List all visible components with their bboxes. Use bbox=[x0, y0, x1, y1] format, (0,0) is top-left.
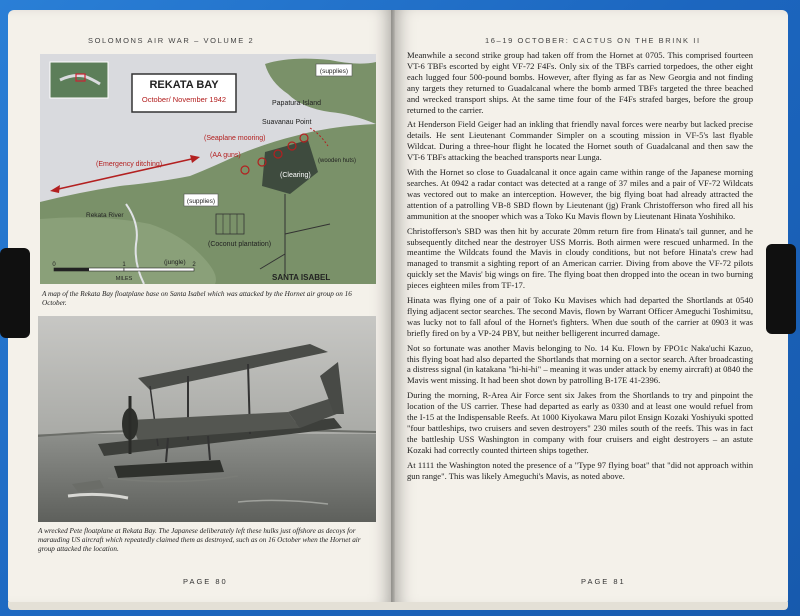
label-wooden-huts: (wooden huts) bbox=[318, 158, 357, 164]
label-papatura: Papatura Island bbox=[272, 100, 322, 107]
paragraph: Hinata was flying one of a pair of Toko Ku Mavises which had departed the Shortlands at 0540 flying adjacent sector searches. The second Mavis, flown by Warrant Officer Ameguchi Toshimitsu, was lucky not to fall afoul of the Hornet's fighters. When due south of the carrier at 0903 it was briefly fired on by a VP-24 PBY, but neither belligerent incurred damage. bbox=[407, 295, 753, 338]
paragraph: At Henderson Field Geiger had an inkling that friendly naval forces were nearby but lacked precise details. He sent Lieutenant Commander Simpler on a scouting mission in VF-5's last flyable Wildcat. During a three-hour flight he located the Hornet south of Guadalcanal and then saw the VT-6 TBFs attacking the beached transports near Lunga. bbox=[407, 119, 753, 163]
label-emergency-ditching: (Emergency ditching) bbox=[96, 161, 163, 168]
paragraph: Meanwhile a second strike group had taken off from the Hornet at 0705. This comprised fourteen VT-6 TBFs escorted by eight VF-72 F4Fs. Only six of the TBFs carried torpedoes, the other eight each lugged four 500-pound bombs. However, after flying as far as New Georgia and not finding any targets they returned to Guadalcanal where the bomb armed TBFs targeted the three beached and wrecked transport ships. At the same time four of the F4Fs strafed barges, before the group returned to the carrier. bbox=[407, 50, 753, 115]
right-folio: PAGE 81 bbox=[581, 577, 626, 586]
scale-label-unit: MILES bbox=[115, 276, 133, 282]
right-page bbox=[393, 10, 788, 606]
label-aa-guns: (AA guns) bbox=[210, 152, 241, 159]
scale-label-1: 1 bbox=[122, 262, 126, 268]
map-caption: A map of the Rekata Bay floatplane base on Santa Isabel which was attacked by the Hornet air group on 16 October. bbox=[42, 290, 352, 308]
label-supplies-top: (supplies) bbox=[319, 68, 349, 75]
label-rekata-river: Rekata River bbox=[86, 212, 124, 219]
paragraph: During the morning, R-Area Air Force sent six Jakes from the Shortlands to try and pinpoint the location of the US carrier. These had departed as early as 0330 and at least one would refuel from the I-15 at the Indispensable Reefs. At 1000 Kiyokawa Maru pilot Ensign Kozaki Yoshiyuki spotted "four battleships, two cruisers and seven destroyers" 230 miles south of the reefs. This was in fact the battleship USS Washington in company with four cruisers and eight destroyers – an astute Kozaki had correctly counted thirteen ships together. bbox=[407, 390, 753, 455]
left-folio: PAGE 80 bbox=[183, 577, 228, 586]
paragraph: With the Hornet so close to Guadalcanal it once again came within range of the Japanese morning searches. At 0942 a radar contact was detected at a range of 37 miles and a pair of VF-72 Wildcats was vectored out to make an interception. However, the big flying boat had already attracted the attention of a patrolling VB-8 SBD flown by Lieutenant (jg) Frank Christofferson who fired all his ammunition at the snooper which was a Toko Ku Mavis flown by Lieutenant Hinata Yoshihiko. bbox=[407, 167, 753, 221]
left-page-clip bbox=[0, 248, 30, 338]
wrecked-floatplane-photo bbox=[38, 316, 376, 522]
left-running-head: SOLOMONS AIR WAR – VOLUME 2 bbox=[88, 36, 255, 45]
photo-caption: A wrecked Pete floatplane at Rekata Bay. The Japanese deliberately left these hulks just offshore as decoys for marauding US aircraft which repeatedly claimed them as destroyed, such as on 16 October when the Hornet air group attacked the location. bbox=[38, 527, 361, 554]
label-supplies-mid: (supplies) bbox=[186, 198, 216, 205]
paragraph: At 1111 the Washington noted the presence of a "Type 97 flying boat" that "did not approach within gun range". This was likely Ameguchi's Mavis, as noted above. bbox=[407, 459, 753, 481]
label-santa-isabel: SANTA ISABEL bbox=[272, 273, 331, 282]
paragraph: Christofferson's SBD was then hit by accurate 20mm return fire from Hinata's tail gunner, and he subsequently ditched near the destroyer USS Morris. Both airmen were rescued unharmed. In the meantime the Wildcats found the Mavis in cloudy conditions, but not before Hinata's crew had managed to transmit a sighting report of an American carrier. Diving from above the VF-72 pilots quickly set the Mavis' big wings on fire. The flying boat then dropped into the ocean in two burning pieces eighteen miles from TF-17. bbox=[407, 225, 753, 291]
label-suavanau: Suavanau Point bbox=[262, 119, 312, 126]
label-clearing: (Clearing) bbox=[280, 172, 311, 179]
page-stack-edge bbox=[8, 602, 788, 610]
label-coconut-plantation: (Coconut plantation) bbox=[208, 241, 272, 248]
scale-label-2: 2 bbox=[192, 262, 196, 268]
map-subtitle: October/ November 1942 bbox=[141, 95, 227, 104]
right-running-head: 16–19 OCTOBER: CACTUS ON THE BRINK II bbox=[485, 36, 701, 45]
right-body-text bbox=[407, 50, 753, 486]
rekata-bay-map bbox=[40, 54, 376, 284]
photo-graphic bbox=[38, 316, 376, 522]
paragraph: Not so fortunate was another Mavis belonging to No. 14 Ku. Flown by FPO1c Naka'uchi Kazuo, this flying boat had also departed the Shortlands that morning on a sector search. After broadcasting a distress signal (in katakana "hi-hi-hi" – meaning it was under attack by enemy aircraft) at 0840 the Mavis went missing. It had been shot down by patrolling B-17E 41-2396. bbox=[407, 342, 753, 386]
right-page-clip bbox=[766, 244, 796, 334]
map-title: REKATA BAY bbox=[149, 79, 219, 91]
label-jungle: (jungle) bbox=[164, 259, 186, 266]
label-seaplane-mooring: (Seaplane mooring) bbox=[204, 135, 266, 142]
map-graphic bbox=[40, 54, 376, 284]
scale-label-0: 0 bbox=[52, 262, 56, 268]
left-page bbox=[8, 10, 393, 606]
book-spine bbox=[391, 10, 395, 606]
open-book bbox=[8, 10, 788, 610]
